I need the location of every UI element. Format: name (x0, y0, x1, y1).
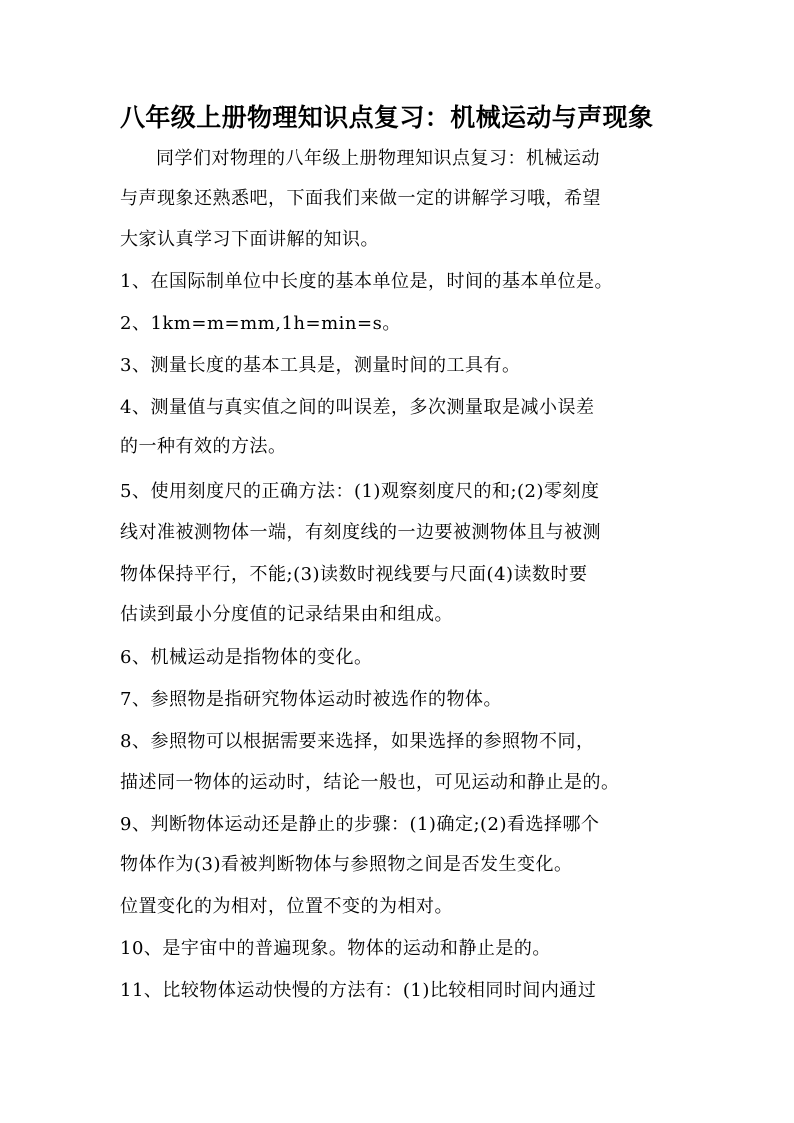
item-7: 7、参照物是指研究物体运动时被选作的物体。 (120, 689, 502, 710)
item-3: 3、测量长度的基本工具是，测量时间的工具有。 (120, 355, 521, 376)
intro-line-3: 大家认真学习下面讲解的知识。 (120, 229, 379, 250)
item-9-line-1: 9、判断物体运动还是静止的步骤：(1)确定;(2)看选择哪个 (120, 814, 600, 835)
item-4-line-1: 4、测量值与真实值之间的叫误差，多次测量取是减小误差 (120, 397, 595, 418)
item-9-line-2: 物体作为(3)看被判断物体与参照物之间是否发生变化。 (120, 854, 573, 875)
item-5-line-1: 5、使用刻度尺的正确方法：(1)观察刻度尺的和;(2)零刻度 (120, 481, 600, 502)
intro-line-2: 与声现象还熟悉吧，下面我们来做一定的讲解学习哦，希望 (120, 188, 601, 209)
item-8-line-2: 描述同一物体的运动时，结论一般也，可见运动和静止是的。 (120, 772, 620, 793)
item-5-line-4: 估读到最小分度值的记录结果由和组成。 (120, 604, 453, 625)
item-1: 1、在国际制单位中长度的基本单位是，时间的基本单位是。 (120, 271, 613, 292)
item-8-line-1: 8、参照物可以根据需要来选择，如果选择的参照物不同， (120, 731, 595, 752)
item-5-line-3: 物体保持平行，不能;(3)读数时视线要与尺面(4)读数时要 (120, 564, 588, 585)
item-4-line-2: 的一种有效的方法。 (120, 436, 287, 457)
intro-line-1: 同学们对物理的八年级上册物理知识点复习：机械运动 (156, 148, 600, 169)
item-5-line-2: 线对准被测物体一端，有刻度线的一边要被测物体且与被测 (120, 522, 601, 543)
document-title: 八年级上册物理知识点复习：机械运动与声现象 (120, 103, 654, 132)
item-10: 10、是宇宙中的普遍现象。物体的运动和静止是的。 (120, 938, 551, 959)
item-9-line-3: 位置变化的为相对，位置不变的为相对。 (120, 896, 453, 917)
item-6: 6、机械运动是指物体的变化。 (120, 647, 373, 668)
item-2: 2、1km=m=mm,1h=min=s。 (120, 313, 401, 334)
item-11-line-1: 11、比较物体运动快慢的方法有：(1)比较相同时间内通过 (120, 980, 597, 1001)
